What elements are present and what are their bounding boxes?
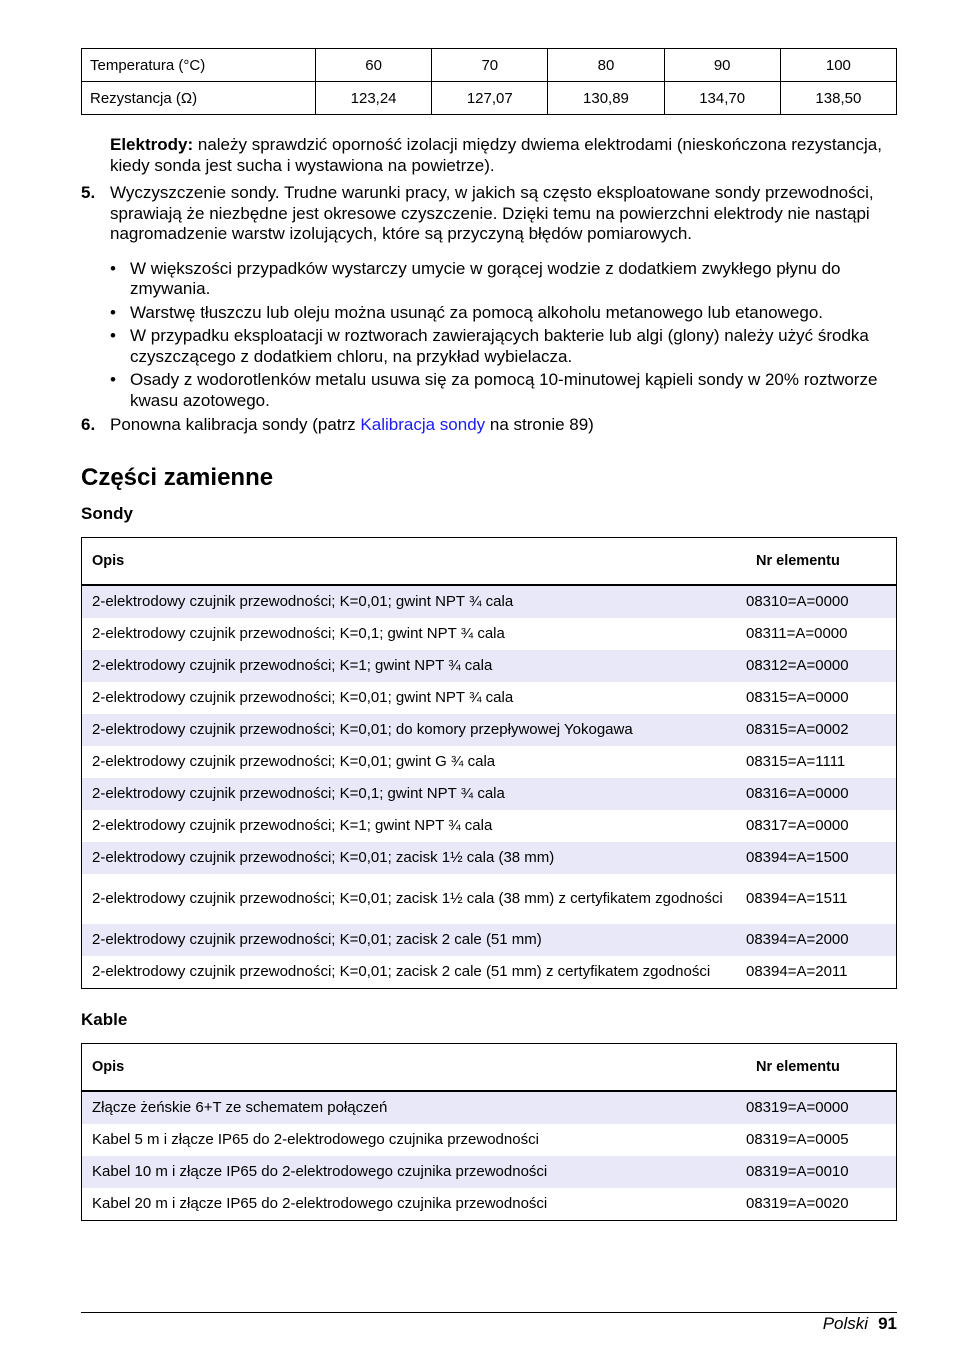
part-number: 08315=A=0000 [746,688,849,706]
part-number: 08319=A=0000 [742,1091,897,1124]
part-description: 2-elektrodowy czujnik przewodności; K=0,01; zacisk 1½ cala (38 mm) [82,842,743,874]
step-text: Wyczyszczenie sondy. Trudne warunki pracy, w jakich są często eksploatowane sondy przewodności, sprawiają że niezbędne jest okresowe czyszczenie. Dzięki temu na powierzchni elektrody nie nastąpi nagromadzenie warstw izolujących, które są przyczyną błędów pomiarowych. [110,183,874,243]
table-row [82,746,897,778]
part-description: Kabel 20 m i złącze IP65 do 2-elektrodowego czujnika przewodności [92,1194,548,1212]
table-row [82,1156,897,1188]
table-row [82,810,897,842]
table-cell: 60 [316,49,432,82]
list-item: • Osady z wodorotlenków metalu usuwa się za pomocą 10-minutowej kąpieli sondy w 20% roztworze kwasu azotowego. [110,370,878,410]
section-title: Części zamienne [81,463,274,491]
cleaning-bullet-list [110,259,897,412]
part-description: 2-elektrodowy czujnik przewodności; K=0,01; zacisk 2 cale (51 mm) z certyfikatem zgodności [92,962,711,980]
bullet-icon: • [110,326,116,345]
table-cell: 138,50 [780,82,896,115]
list-item: • W przypadku eksploatacji w roztworach zawierających bakterie lub algi (glony) należy użyć środka czyszczącego z dodatkiem chloru, na przykład wybielacza. [110,326,869,366]
probes-heading: Sondy [81,503,133,523]
col-header-description: Opis [82,537,743,585]
table-cell: 70 [432,49,548,82]
part-number: 08312=A=0000 [742,650,897,682]
probes-table-body [82,585,897,989]
table-row [82,682,897,714]
resistance-row [82,82,897,115]
part-description: 2-elektrodowy czujnik przewodności; K=0,01; zacisk 1½ cala (38 mm) z certyfikatem zgodności [92,889,723,907]
table-row [82,585,897,618]
col-header-description: Opis [82,1043,743,1091]
part-description: 2-elektrodowy czujnik przewodności; K=0,1; gwint NPT ¾ cala [92,624,505,642]
part-number: 08319=A=0020 [746,1194,849,1212]
step-5 [81,183,897,245]
table-row [82,1124,897,1156]
bullet-icon: • [110,258,116,278]
col-header-item-number: Nr elementu [742,537,897,585]
table-cell: 123,24 [316,82,432,115]
part-number: 08310=A=0000 [742,585,897,618]
table-row [82,956,897,989]
table-row [82,714,897,746]
page-footer [81,1312,897,1333]
temperature-resistance-table [81,48,897,115]
part-number: 08394=A=1511 [746,889,848,907]
page-number: 91 [878,1314,897,1333]
part-description: Złącze żeńskie 6+T ze schematem połączeń [82,1091,743,1124]
part-number: 08315=A=0002 [742,714,897,746]
cables-table [81,1043,897,1221]
part-description: 2-elektrodowy czujnik przewodności; K=0,01; gwint NPT ¾ cala [82,585,743,618]
temperature-row [82,49,897,82]
table-row [82,778,897,810]
part-description: Kabel 10 m i złącze IP65 do 2-elektrodowego czujnika przewodności [82,1156,743,1188]
table-row [82,1091,897,1124]
cables-table-body [82,1091,897,1221]
part-description: 2-elektrodowy czujnik przewodności; K=0,01; do komory przepływowej Yokogawa [82,714,743,746]
list-item: • W większości przypadków wystarczy umycie w gorącej wodzie z dodatkiem zwykłego płynu do zmywania. [110,258,841,298]
part-number: 08319=A=0005 [746,1130,849,1148]
table-cell: 130,89 [548,82,664,115]
probes-table [81,537,897,989]
list-item: • Warstwę tłuszczu lub oleju można usunąć za pomocą alkoholu metanowego lub etanowego. [110,302,823,322]
col-header-item-number: Nr elementu [742,1043,897,1091]
table-cell: 90 [664,49,780,82]
step-text: Ponowna kalibracja sondy (patrz Kalibracja sondy na stronie 89) [110,415,594,434]
electrodes-label: Elektrody: [110,135,194,154]
bullet-icon: • [110,302,116,322]
footer-language: Polski [822,1314,869,1333]
part-number: 08394=A=2000 [742,924,897,956]
step-6 [81,415,897,436]
table-row [82,842,897,874]
step-number: 5. [81,183,96,202]
part-number: 08319=A=0010 [742,1156,897,1188]
table-row [82,1188,897,1221]
bullet-icon: • [110,370,116,389]
part-description: 2-elektrodowy czujnik przewodności; K=0,01; gwint NPT ¾ cala [92,688,514,706]
table-row [82,618,897,650]
calibration-link[interactable]: Kalibracja sondy [360,415,486,434]
table-row [82,650,897,682]
part-description: 2-elektrodowy czujnik przewodności; K=1; gwint NPT ¾ cala [82,650,743,682]
row-label: Temperatura (°C) [82,49,316,82]
part-description: 2-elektrodowy czujnik przewodności; K=0,01; zacisk 2 cale (51 mm) [82,924,743,956]
part-description: 2-elektrodowy czujnik przewodności; K=1; gwint NPT ¾ cala [92,816,493,834]
electrodes-text: należy sprawdzić oporność izolacji między dwiema elektrodami (nieskończona rezystancja, kiedy sonda jest sucha i wystawiona na powietrze). [110,135,882,175]
part-number: 08311=A=0000 [746,624,848,642]
table-cell: 134,70 [664,82,780,115]
table-row [82,874,897,924]
cables-heading: Kable [81,1009,128,1029]
part-number: 08317=A=0000 [746,816,849,834]
part-description: 2-elektrodowy czujnik przewodności; K=0,1; gwint NPT ¾ cala [82,778,743,810]
part-number: 08394=A=1500 [742,842,897,874]
part-description: Kabel 5 m i złącze IP65 do 2-elektrodowego czujnika przewodności [92,1130,539,1148]
row-label: Rezystancja (Ω) [82,82,316,115]
table-row [82,924,897,956]
part-number: 08394=A=2011 [746,962,848,980]
table-header-row [82,1043,897,1091]
part-description: 2-elektrodowy czujnik przewodności; K=0,01; gwint G ¾ cala [92,752,496,770]
table-cell: 127,07 [432,82,548,115]
table-header-row [82,537,897,585]
part-number: 08315=A=1111 [746,752,846,770]
part-number: 08316=A=0000 [742,778,897,810]
step-number: 6. [81,415,96,434]
page-content [81,48,897,1221]
electrodes-paragraph [110,135,897,176]
table-cell: 80 [548,49,664,82]
table-cell: 100 [780,49,896,82]
